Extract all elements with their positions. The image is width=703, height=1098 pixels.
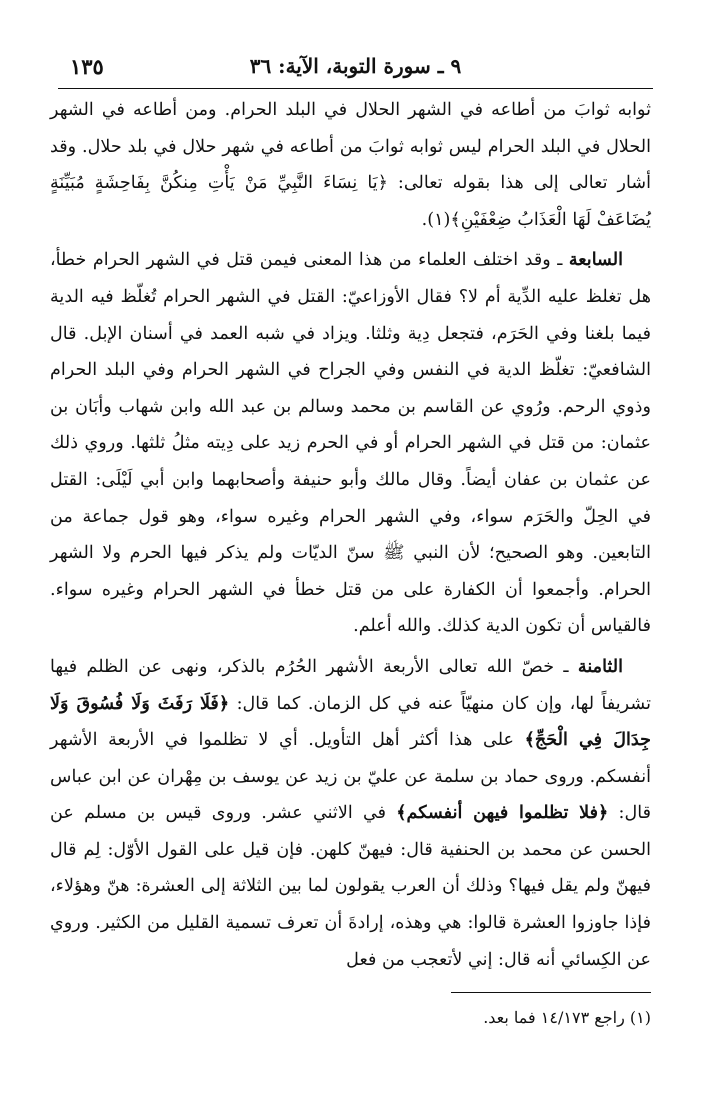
footnote-divider: [451, 992, 651, 993]
running-header: [58, 48, 653, 89]
section-heading-seventh: السابعة: [568, 249, 623, 271]
paragraph-seventh: [50, 242, 651, 645]
paragraph-continuation: ثوابه ثوابَ من أطاعه في الشهر الحلال في البلد الحرام. ومن أطاعه في الشهر الحلال في البلد الحرام ليس ثوابه ثوابَ من أطاعه في شهر حلال في بلد حلال. وقد أشار تعالى إلى هذا بقوله تعالى: ﴿يَا نِسَاءَ النَّبِيِّ مَنْ يَأْتِ مِنكُنَّ بِفَاحِشَةٍ مُبَيِّنَةٍ يُضَاعَفْ لَهَا الْعَذَابُ ضِعْفَيْنِ﴾(١).: [50, 100, 651, 230]
chapter-title: ٩ ـ سورة التوبة، الآية: ٣٦: [249, 54, 462, 78]
paragraph-eighth-text-2: على هذا أكثر أهل التأويل. أي لا تظلموا في الأربعة الأشهر أنفسكم. وروى حماد بن سلمة عن عليّ بن زيد عن يوسف بن مِهْران عن ابن عباس قال:: [50, 730, 652, 824]
footnote: (١) راجع ١٤/١٧٣ فما بعد.: [483, 1008, 651, 1027]
main-text: [50, 92, 651, 978]
section-heading-eighth: الثامنة: [577, 655, 623, 677]
quran-quote-hajj: ﴿فَلَا رَفَثَ وَلَا فُسُوقَ وَلَا جِدَالَ فِي الْحَجِّ﴾: [50, 692, 651, 751]
page-number: ١٣٥: [70, 54, 104, 79]
paragraph-eighth-text-1: ـ خصّ الله تعالى الأربعة الأشهر الحُرُم بالذكر، ونهى عن الظلم فيها تشريفاً لها، وإن كان منهيّاً عنه في كل الزمان. كما قال:: [50, 656, 651, 714]
quran-quote-anfusakum: ﴿فلا تظلموا فيهن أنفسكم﴾: [396, 802, 609, 824]
paragraph-eighth: [50, 649, 651, 978]
paragraph-eighth-text-3: في الاثني عشر. وروى قيس بن مسلم عن الحسن عن محمد بن الحنفية قال: فيهنّ كلهن. فإن قيل على القول الأوّل: لِم قال فيهنّ ولم يقل فيها؟ وذلك أن العرب يقولون لما بين الثلاثة إلى العشرة: هنّ وهؤلاء، فإذا جاوزوا العشرة قالوا: هي وهذه، إرادةَ أن تعرف تسمية القليل من الكثير. وروي عن الكِسائي أنه قال: إني لأتعجب من فعل: [50, 803, 651, 970]
paragraph-seventh-text: ـ وقد اختلف العلماء من هذا المعنى فيمن قتل في الشهر الحرام خطأ، هل تغلظ عليه الدِّية أم لا؟ فقال الأوزاعيّ: القتل في الشهر الحرام تُغلّظ فيه الدية فيما بلغنا وفي الحَرَم، فتجعل دِية وثلثا. ويزاد في شبه العمد في أسنان الإبل. قال الشافعيّ: تغلّظ الدية في النفس وفي الجراح في الشهر الحرام وفي البلد الحرام وذوي الرحم. ورُوي عن القاسم بن محمد وسالم بن عبد الله وابن شهاب وأبَان بن عثمان: من قتل في الشهر الحرام أو في الحرم زيد على دِيته مثلُ ثلثها. وروي ذلك عن عثمان بن عفان أيضاً. وقال مالك وأبو حنيفة وأصحابهما وابن أبي لَيْلَى: القتل في الحِلّ والحَرَم سواء، وفي الشهر الحرام وغيره سواء، وهو قول جماعة من التابعين. وهو الصحيح؛ لأن النبي ﷺ سنّ الديّات ولم يذكر فيها الحرم ولا الشهر الحرام. وأجمعوا أن الكفارة على من قتل خطأ في الشهر الحرام وغيره سواء. فالقياس أن تكون الدية كذلك. والله أعلم.: [50, 250, 651, 637]
